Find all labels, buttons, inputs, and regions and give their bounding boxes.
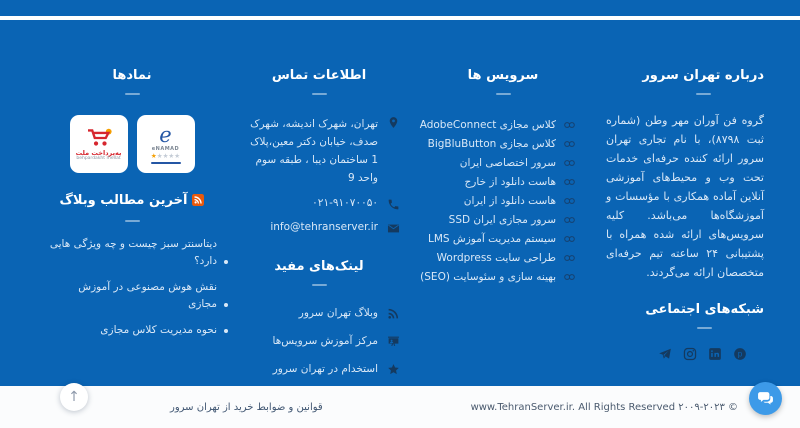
useful-links-list [238,306,400,376]
about-column [606,64,764,376]
service-label: هاست دانلود از ایران [463,194,556,207]
service-label: سیستم مدیریت آموزش LMS [427,232,556,245]
contact-column [238,64,400,376]
link-rings-icon [563,216,576,224]
about-title: درباره تهران سرور [642,68,764,83]
scroll-to-top-button[interactable] [60,383,88,411]
link-label: وبلاگ تهران سرور [298,307,378,319]
contact-title: اطلاعات تماس [271,68,367,83]
services-heading [410,64,596,95]
terms-link[interactable]: قوانین و ضوابط خرید از تهران سرور [170,401,323,413]
bullet-dot [224,329,228,333]
services-column [410,64,596,376]
badges-row [36,115,228,173]
footer-columns [36,64,764,376]
bullet-dot [224,303,228,307]
service-link-wordpress[interactable] [410,248,576,267]
link-rings-icon [563,140,576,148]
contact-address-row [238,115,400,187]
social-section [606,298,764,361]
badges-heading [36,64,228,95]
heading-dash [697,327,712,329]
contact-email[interactable]: info@tehranserver.ir [270,221,378,233]
badge-sublabel: behpardakht mellat [76,156,121,161]
link-rings-icon [563,235,576,243]
service-label: طراحی سایت Wordpress [436,251,556,264]
enamad-logo: e [159,122,172,147]
telegram-icon[interactable] [658,347,672,361]
useful-links-section [238,255,400,376]
service-link-ssd-vps[interactable] [410,210,576,229]
heading-dash [125,93,140,95]
linkedin-icon[interactable] [708,347,722,361]
social-icons-row [606,347,764,361]
bottom-bar [0,386,800,428]
useful-links-heading [238,255,400,286]
service-label: کلاس مجازی AdobeConnect [419,118,556,131]
enamad-badge[interactable] [137,115,195,173]
service-label: هاست دانلود از خارج [464,175,556,188]
blog-title: آخرین مطالب وبلاگ [59,192,188,208]
link-rings-icon [563,254,576,262]
badge-label: eNAMAD [151,145,180,152]
heading-dash [496,93,511,95]
social-title: شبکه‌های اجتماعی [645,302,764,317]
service-label: سرور مجازی ایران SSD [448,213,556,226]
services-title: سرویس ها [467,68,539,83]
heading-dash [312,284,327,286]
service-link-adobeconnect[interactable] [410,115,576,134]
service-link-download-host-abroad[interactable] [410,172,576,191]
page-content-edge [0,0,800,16]
blog-post-label: نحوه مدیریت کلاس مجازی [100,324,217,336]
footer [0,20,800,386]
service-label: کلاس مجازی BigBluButton [427,137,556,150]
star-icon [387,363,400,376]
enamad-star-rating: ★★★★★ [150,151,181,160]
badges-title: نمادها [112,68,152,83]
link-label: مرکز آموزش سرویس‌ها [272,335,378,347]
blog-rss-icon [387,307,400,320]
link-training-center[interactable] [238,334,400,348]
service-link-download-host-iran[interactable] [410,191,576,210]
heading-dash [312,93,327,95]
training-icon [387,335,400,348]
chat-bubbles-icon [757,390,774,407]
link-rings-icon [563,178,576,186]
phone-icon [387,198,400,211]
blog-heading [36,191,228,222]
contact-phone[interactable]: ۰۲۱-۹۱۰۷۰۰۵۰ [312,197,378,209]
contact-phone-row [238,197,400,211]
contact-list [238,115,400,235]
bullet-dot [224,260,228,264]
heading-dash [696,93,711,95]
chat-button[interactable] [749,382,782,415]
instagram-icon[interactable] [683,347,697,361]
service-label: بهینه سازی و سئوسایت (SEO) [420,270,556,283]
contact-heading [238,64,400,95]
blog-post-label: نقش هوش مصنوعی در آموزش مجازی [78,281,217,310]
blog-post-label: دیتاسنتر سبز چیست و چه ویژگی هایی دارد؟ [49,238,217,267]
service-link-dedicated-server[interactable] [410,153,576,172]
arrow-up-icon: ↑ [68,389,80,405]
map-pin-icon [387,116,400,129]
link-rings-icon [563,121,576,129]
envelope-icon [387,222,400,235]
shopping-cart-logo [82,127,116,149]
blog-post-green-datacenter[interactable] [36,236,228,270]
services-list [410,115,596,286]
rss-feed-icon [192,194,204,206]
pinterest-icon[interactable] [733,347,747,361]
about-heading [606,64,764,95]
enamad-caption-line [151,162,181,164]
svg-text:p: p [737,349,743,359]
link-rings-icon [563,273,576,281]
blog-posts-list [36,236,228,339]
contact-email-row [238,221,400,235]
service-link-lms[interactable] [410,229,576,248]
about-text: گروه فن آوران مهر وطن (شماره ثبت ۸۷۹۸)، با نام تجاری تهران سرور ارائه کننده حرفه‌ای خدمات تحت وب و محیط‌های آموزشی آنلاین آماده همکاری با مؤسسات و آموزشگاه‌ها می‌باشد. کلیه سرویس‌های ارائه شده همراه با پشتیبانی ۲۴ ساعته تیم حرفه‌ای متخصصان ارائه می‌گردند. [606,114,764,279]
contact-address: تهران، شهرک اندیشه، شهرک صدف، خیابان دکتر معین،پلاک 1 ساختمان دیبا ، طبقه سوم واحد 9 [250,118,378,184]
link-label: استخدام در تهران سرور [272,363,378,375]
heading-dash [125,220,140,222]
badge-label: به‌پرداخت ملت [75,148,122,157]
service-link-seo[interactable] [410,267,576,286]
social-heading [606,298,764,329]
service-link-bigblubutton[interactable] [410,134,576,153]
useful-links-title: لینک‌های مفید [274,259,364,274]
behpardakht-mellat-badge[interactable] [70,115,128,173]
link-rings-icon [563,159,576,167]
blog-post-ai-in-elearning[interactable] [36,279,228,313]
link-careers[interactable] [238,362,400,376]
blog-post-virtual-class-management[interactable] [36,322,228,339]
link-rings-icon [563,197,576,205]
service-label: سرور اختصاصی ایران [459,156,556,169]
badges-blog-column [36,64,228,376]
copyright-text: www.TehranServer.ir. All Rights Reserved ۲۰۰۹-۲۰۲۳ © [470,401,738,413]
link-blog[interactable] [238,306,400,320]
